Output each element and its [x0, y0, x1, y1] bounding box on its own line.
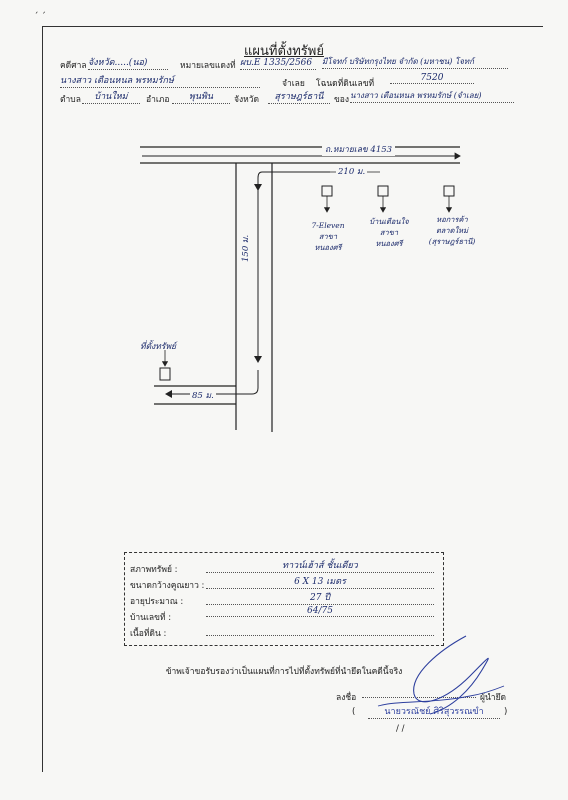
landmark-3-marker	[444, 186, 454, 196]
signer-paren-close: )	[504, 707, 508, 717]
subdistrict-label: ตำบล	[60, 95, 81, 105]
owner-value: นางสาว เตือนหนล พรหมรักษ์ (จำเลย)	[350, 89, 514, 103]
property-marker	[160, 368, 170, 380]
age-label: อายุประมาณ :	[130, 597, 184, 607]
house-no-value: 64/75	[206, 606, 434, 617]
landmark-1-marker	[322, 186, 332, 196]
landmark-1-line-2: สาขา	[318, 232, 338, 241]
dist-top-label: 210 ม.	[336, 164, 367, 178]
defendant-suffix: จำเลย	[282, 79, 305, 89]
type-label: สภาพทรัพย์ :	[130, 565, 178, 575]
area-label: เนื้อที่ดิน :	[130, 629, 167, 639]
date-line: / /	[396, 724, 405, 734]
province-value: สุราษฎร์ธานี	[268, 89, 330, 104]
case-value: จังหวัด.....(นอ)	[88, 55, 168, 70]
signer-paren-open: (	[352, 707, 356, 717]
age-value: 27 ปี	[206, 590, 434, 605]
house-no-label: บ้านเลขที่ :	[130, 613, 172, 623]
land-value: 7520	[390, 73, 474, 84]
landmark-1-line-1: 7-Eleven	[311, 221, 345, 230]
size-value: 6 X 13 เมตร	[206, 574, 434, 589]
dist-vertical-label: 150 ม.	[241, 234, 251, 262]
landmark-3-line-2: ตลาดใหม่	[435, 226, 469, 235]
landmark-2-line-1: บ้านเตือนใจ	[369, 217, 409, 226]
landmark-2-line-3: หนองศรี	[375, 239, 403, 248]
page-title: แผนที่ตั้งทรัพย์	[244, 44, 324, 59]
plaintiff-value: มีโจทก์ บริษัทกรุงไทย จำกัด (มหาชน) โจทก์	[322, 55, 508, 69]
province-label: จังหวัด	[234, 95, 260, 105]
property-label: ที่ตั้งทรัพย์	[140, 342, 177, 352]
sign-label: ลงชื่อ	[336, 693, 357, 703]
district-label: อำเภอ	[146, 95, 170, 105]
defendant-value: นางสาว เตือนหนล พรหมรักษ์	[60, 73, 260, 88]
type-value: ทาวน์เฮ้าส์ ชั้นเดียว	[206, 558, 434, 573]
case-no-label: หมายเลขแดงที่	[180, 61, 236, 71]
certification-text: ข้าพเจ้าขอรับรองว่าเป็นแผนที่การไปที่ตั้งทรัพย์ที่นำยึดในคดีนี้จริง	[165, 667, 403, 677]
road-label: ถ.หมายเลข 4153	[322, 142, 395, 156]
landmark-2-marker	[378, 186, 388, 196]
landmark-1-label	[306, 220, 350, 253]
sign-role: ผู้นำยึด	[480, 693, 507, 703]
land-label: โฉนดที่ดินเลขที่	[316, 79, 375, 89]
case-no-value: ผบ.E 1335/2566	[240, 55, 316, 70]
size-label: ขนาดกว้างคูณยาว :	[130, 581, 205, 591]
signer-name: นายวรณัชย์ ศิริสุวรรณขำ	[368, 704, 500, 719]
subdistrict-value: บ้านใหม่	[82, 89, 140, 104]
landmark-3-line-1: หอการค้า	[436, 215, 468, 224]
landmark-2-label	[364, 216, 414, 249]
case-label: คดีศาล	[60, 61, 87, 71]
landmark-3-line-3: (สุราษฎร์ธานี)	[428, 237, 476, 246]
landmark-3-label	[422, 214, 482, 247]
landmark-2-line-2: สาขา	[379, 228, 399, 237]
district-value: พุนพิน	[172, 89, 230, 104]
landmark-1-line-3: หนองศรี	[314, 243, 342, 252]
dist-bottom-label: 85 ม.	[190, 388, 216, 402]
top-mark: ´ ´	[34, 12, 46, 22]
owner-label: ของ	[334, 95, 350, 105]
route-arrow-turn	[258, 172, 330, 190]
